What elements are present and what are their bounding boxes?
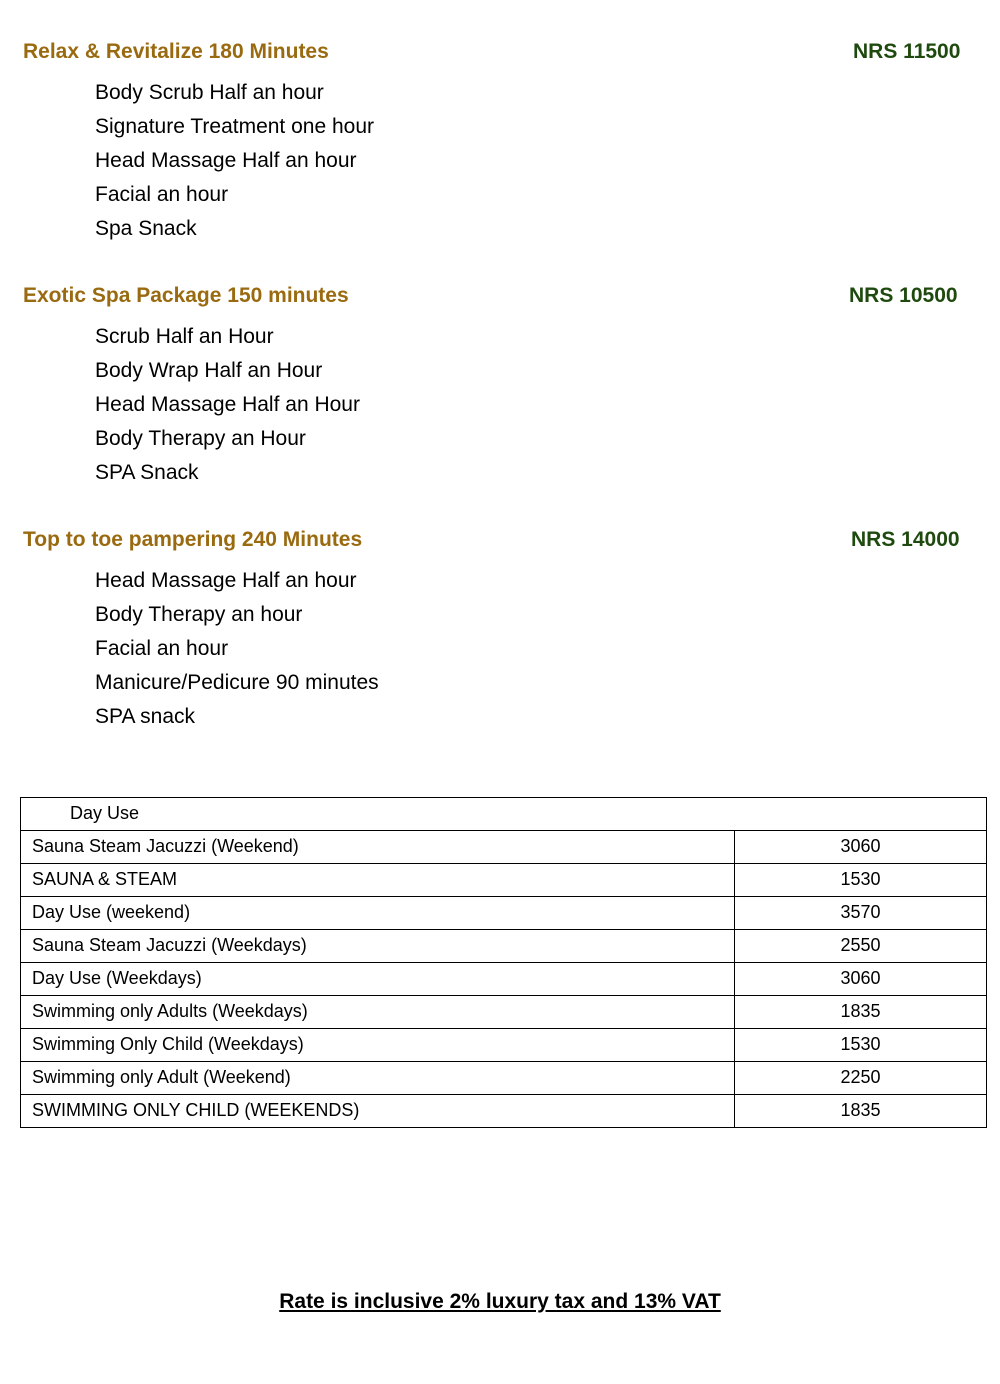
table-row xyxy=(21,963,987,996)
row-value: 1530 xyxy=(735,1029,987,1062)
package-items xyxy=(95,76,374,246)
package-title: Exotic Spa Package 150 minutes xyxy=(23,284,349,307)
row-label: Sauna Steam Jacuzzi (Weekdays) xyxy=(21,930,735,963)
package-item: Head Massage Half an hour xyxy=(95,149,357,172)
package-top-to-toe xyxy=(23,528,963,728)
row-value: 3060 xyxy=(735,831,987,864)
table-row xyxy=(21,930,987,963)
row-label: SAUNA & STEAM xyxy=(21,864,735,897)
table-row xyxy=(21,1029,987,1062)
row-label: SWIMMING ONLY CHILD (WEEKENDS) xyxy=(21,1095,735,1128)
row-value: 2550 xyxy=(735,930,987,963)
package-item: Body Wrap Half an Hour xyxy=(95,359,323,382)
package-item: Signature Treatment one hour xyxy=(95,115,375,138)
package-item: Head Massage Half an hour xyxy=(95,569,357,592)
table-row xyxy=(21,897,987,930)
row-label: Day Use (weekend) xyxy=(21,897,735,930)
package-item: SPA snack xyxy=(95,705,195,728)
package-header xyxy=(23,40,963,70)
package-item: Body Therapy an hour xyxy=(95,603,303,626)
table-row xyxy=(21,831,987,864)
package-relax-revitalize xyxy=(23,40,963,240)
tax-footnote: Rate is inclusive 2% luxury tax and 13% VAT xyxy=(279,1290,721,1313)
package-item: Scrub Half an Hour xyxy=(95,325,274,348)
row-label: Sauna Steam Jacuzzi (Weekend) xyxy=(21,831,735,864)
row-label: Swimming only Adult (Weekend) xyxy=(21,1062,735,1095)
row-label: Swimming only Adults (Weekdays) xyxy=(21,996,735,1029)
package-header xyxy=(23,284,963,314)
row-value: 3570 xyxy=(735,897,987,930)
table-row xyxy=(21,1095,987,1128)
package-item: Spa Snack xyxy=(95,217,197,240)
package-exotic-spa xyxy=(23,284,963,484)
row-label: Day Use (Weekdays) xyxy=(21,963,735,996)
package-price: NRS 14000 xyxy=(851,528,960,551)
row-value: 3060 xyxy=(735,963,987,996)
table-header-cell: Day Use xyxy=(21,798,987,831)
row-value: 1530 xyxy=(735,864,987,897)
package-item: Facial an hour xyxy=(95,637,229,660)
package-header xyxy=(23,528,963,558)
package-item: Manicure/Pedicure 90 minutes xyxy=(95,671,379,694)
row-value: 1835 xyxy=(735,1095,987,1128)
table-row xyxy=(21,864,987,897)
table-row xyxy=(21,996,987,1029)
package-item: Facial an hour xyxy=(95,183,229,206)
package-item: Head Massage Half an Hour xyxy=(95,393,360,416)
package-price: NRS 10500 xyxy=(849,284,958,307)
package-item: SPA Snack xyxy=(95,461,199,484)
package-item: Body Therapy an Hour xyxy=(95,427,306,450)
table-row xyxy=(21,1062,987,1095)
row-label: Swimming Only Child (Weekdays) xyxy=(21,1029,735,1062)
package-items xyxy=(95,564,379,734)
row-value: 2250 xyxy=(735,1062,987,1095)
package-title: Relax & Revitalize 180 Minutes xyxy=(23,40,329,63)
package-items xyxy=(95,320,360,490)
package-item: Body Scrub Half an hour xyxy=(95,81,324,104)
package-price: NRS 11500 xyxy=(853,40,961,63)
row-value: 1835 xyxy=(735,996,987,1029)
package-title: Top to toe pampering 240 Minutes xyxy=(23,528,363,551)
table-header-row xyxy=(21,798,987,831)
day-use-table xyxy=(20,797,987,1128)
